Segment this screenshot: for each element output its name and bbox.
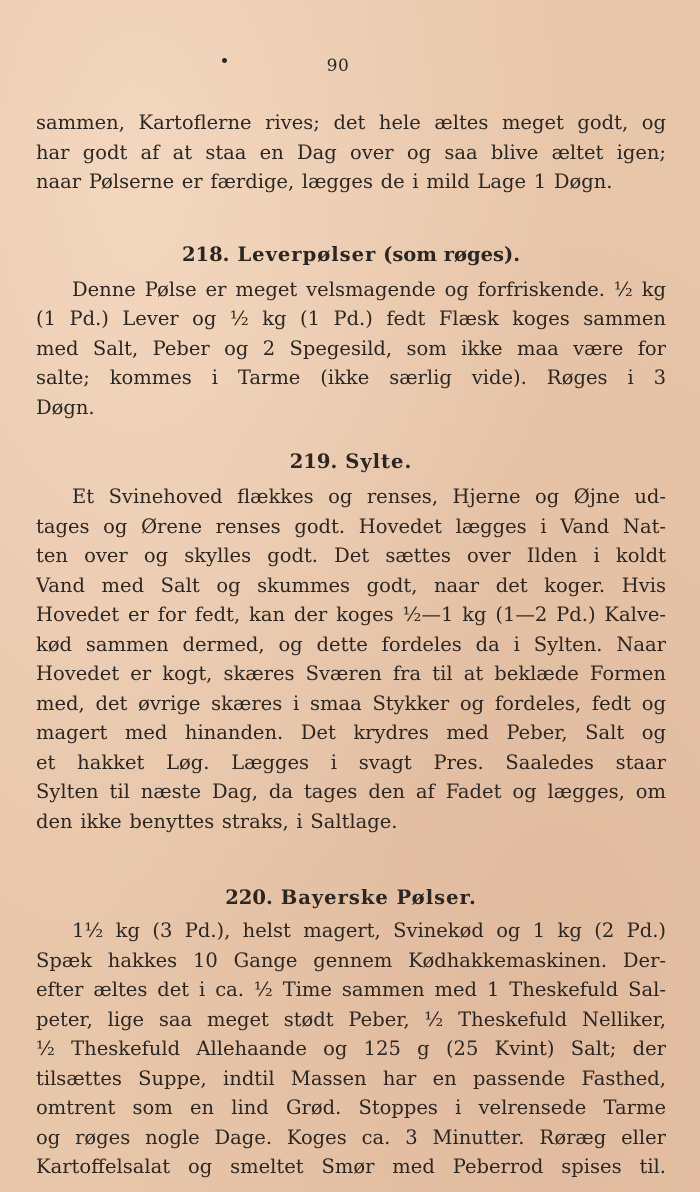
text-line: peter, lige saa meget stødt Peber, ½ Theskefuld Nelliker,: [36, 1007, 666, 1031]
text-line: med Salt, Peber og 2 Spegesild, som ikke maa være for: [36, 336, 666, 360]
text-line: magert med hinanden. Det krydres med Peber, Salt og: [36, 721, 666, 744]
recipe-number: 220.: [225, 886, 273, 909]
page-content: [36, 108, 666, 1182]
text-line: Vand med Salt og skummes godt, naar det koger. Hvis: [36, 573, 666, 597]
text-line: Et Svinehoved flækkes og renses, Hjerne og Øjne ud-: [72, 485, 666, 508]
text-line: Spæk hakkes 10 Gange gennem Kødhakkemaskinen. Der-: [36, 948, 666, 972]
text-line: kød sammen dermed, og dette fordeles da i Sylten. Naar: [36, 632, 666, 656]
recipe-body-218: [36, 275, 666, 423]
text-line: Hovedet er kogt, skæres Sværen fra til at beklæde Formen: [36, 662, 666, 685]
text-line: ½ Theskefuld Allehaande og 125 g (25 Kvint) Salt; der: [36, 1037, 666, 1060]
text-line: den ikke benyttes straks, i Saltlage.: [36, 809, 398, 833]
recipe-title: Sylte.: [345, 450, 413, 473]
recipe-body-219: [36, 482, 666, 836]
recipe-heading-219: [36, 448, 666, 476]
recipe-body-220: [36, 916, 666, 1182]
text-line: 1½ kg (3 Pd.), helst magert, Svinekød og 1 kg (2 Pd.): [72, 919, 666, 942]
text-line: naar Pølserne er færdige, lægges de i mild Lage 1 Døgn.: [36, 170, 613, 193]
text-line: tages og Ørene renses godt. Hovedet lægges i Vand Nat-: [36, 514, 666, 538]
text-line: ten over og skylles godt. Det sættes over Ilden i koldt: [36, 544, 666, 567]
page-number: 90: [326, 56, 350, 76]
text-line: Denne Pølse er meget velsmagende og forfriskende. ½ kg: [72, 277, 666, 301]
text-line: Døgn.: [36, 395, 95, 419]
text-line: efter æltes det i ca. ½ Time sammen med 1 Theskefuld Sal-: [36, 978, 666, 1001]
text-line: sammen, Kartoflerne rives; det hele æltes meget godt, og: [36, 111, 666, 134]
text-line: omtrent som en lind Grød. Stoppes i velrensede Tarme: [36, 1096, 666, 1119]
text-line: har godt af at staa en Dag over og saa blive æltet igen;: [36, 140, 666, 164]
text-line: (1 Pd.) Lever og ½ kg (1 Pd.) fedt Flæsk koges sammen: [36, 307, 666, 330]
text-line: med, det øvrige skæres i smaa Stykker og fordeles, fedt og: [36, 691, 666, 715]
recipe-title: Leverpølser: [237, 242, 377, 266]
text-line: salte; kommes i Tarme (ikke særlig vide). Røges i 3: [36, 366, 666, 389]
recipe-title: Bayerske Pølser.: [280, 886, 477, 909]
text-line: og røges nogle Dage. Koges ca. 3 Minutter. Røræg eller: [36, 1125, 666, 1149]
recipe-heading-218: [36, 241, 666, 269]
text-line: tilsættes Suppe, indtil Massen har en passende Fasthed,: [36, 1066, 666, 1090]
text-line: et hakket Løg. Lægges i svagt Pres. Saaledes staar: [36, 750, 666, 774]
text-line: Hovedet er for fedt, kan der koges ½—1 kg (1—2 Pd.) Kalve-: [36, 603, 666, 626]
text-line: Sylten til næste Dag, da tages den af Fadet og lægges, om: [36, 780, 666, 803]
intro-paragraph: [36, 108, 666, 197]
recipe-number: 219.: [289, 450, 338, 473]
text-line: Kartoffelsalat og smeltet Smør med Peberrod spises til.: [36, 1155, 666, 1178]
recipe-number: 218.: [181, 242, 230, 266]
recipe-heading-220: [36, 884, 666, 912]
recipe-subtitle: (som røges).: [383, 242, 521, 266]
